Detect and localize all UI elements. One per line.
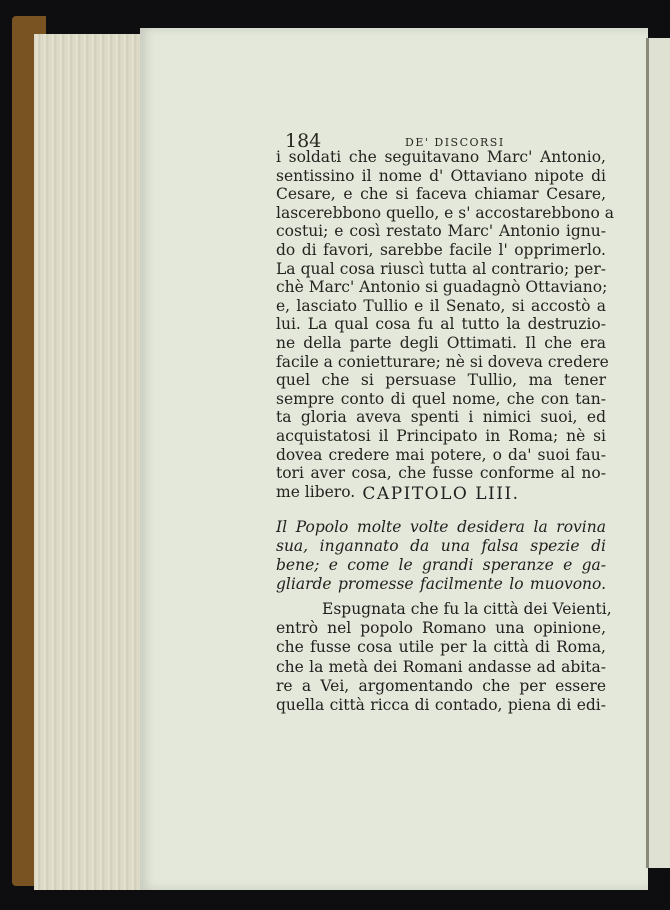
text-line: che la metà dei Romani andasse ad abita-: [276, 657, 606, 676]
chapter-summary: [276, 518, 606, 594]
text-line: do di favori, sarebbe facile l' opprimerlo.: [276, 240, 606, 259]
page-number: 184: [285, 130, 322, 152]
text-line: La qual cosa riuscì tutta al contrario; per-: [276, 259, 606, 278]
text-line: che fusse cosa utile per la città di Roma,: [276, 638, 606, 657]
text-line: i soldati che seguitavano Marc' Antonio,: [276, 148, 606, 166]
text-line: entrò nel popolo Romano una opinione,: [276, 619, 606, 638]
summary-line: Il Popolo molte volte desidera la rovina: [276, 518, 606, 536]
facing-page-edge: [646, 38, 670, 868]
text-line: ne della parte degli Ottimati. Il che era: [276, 333, 606, 352]
text-line: dovea credere mai potere, o da' suoi fau-: [276, 445, 606, 464]
text-line: me libero.: [276, 482, 356, 501]
text-line: facile a conietturare; nè si doveva credere: [276, 352, 609, 371]
chapter-title: CAPITOLO LIII.: [362, 484, 520, 504]
summary-line: sua, ingannato da una falsa spezie di: [276, 537, 606, 555]
body-text: [276, 148, 615, 501]
text-line: chè Marc' Antonio si guadagnò Ottaviano;: [276, 278, 608, 297]
text-line: re a Vei, argomentando che per essere: [276, 676, 606, 695]
chapter-paragraph: [276, 600, 612, 715]
text-line: lui. La qual cosa fu al tutto la destruzio-: [276, 315, 606, 334]
page-edges: [34, 34, 146, 890]
text-line: ta gloria aveva spenti i nimici suoi, ed: [276, 408, 606, 427]
text-line: lascerebbono quello, e s' accostarebbono a: [276, 203, 615, 222]
text-line: acquistatosi il Principato in Roma; nè si: [276, 426, 606, 445]
text-line: quella città ricca di contado, piena di edi-: [276, 696, 606, 715]
text-line: quel che si persuase Tullio, ma tener: [276, 371, 606, 390]
summary-line: gliarde promesse facilmente lo muovono.: [276, 575, 606, 593]
text-line: costui; e così restato Marc' Antonio ignu-: [276, 222, 606, 241]
text-line: sempre conto di quel nome, che con tan-: [276, 389, 606, 408]
running-title: DE' DISCORSI: [405, 136, 505, 149]
text-line: sentissino il nome d' Ottaviano nipote di: [276, 166, 606, 185]
text-line: e, lasciato Tullio e il Senato, si accostò a: [276, 296, 606, 315]
text-line: tori aver cosa, che fusse conforme al no-: [276, 464, 606, 483]
summary-line: bene; e come le grandi speranze e ga-: [276, 556, 606, 574]
text-line: Cesare, e che si faceva chiamar Cesare,: [276, 185, 606, 204]
text-line: Espugnata che fu la città dei Veienti,: [322, 600, 612, 618]
